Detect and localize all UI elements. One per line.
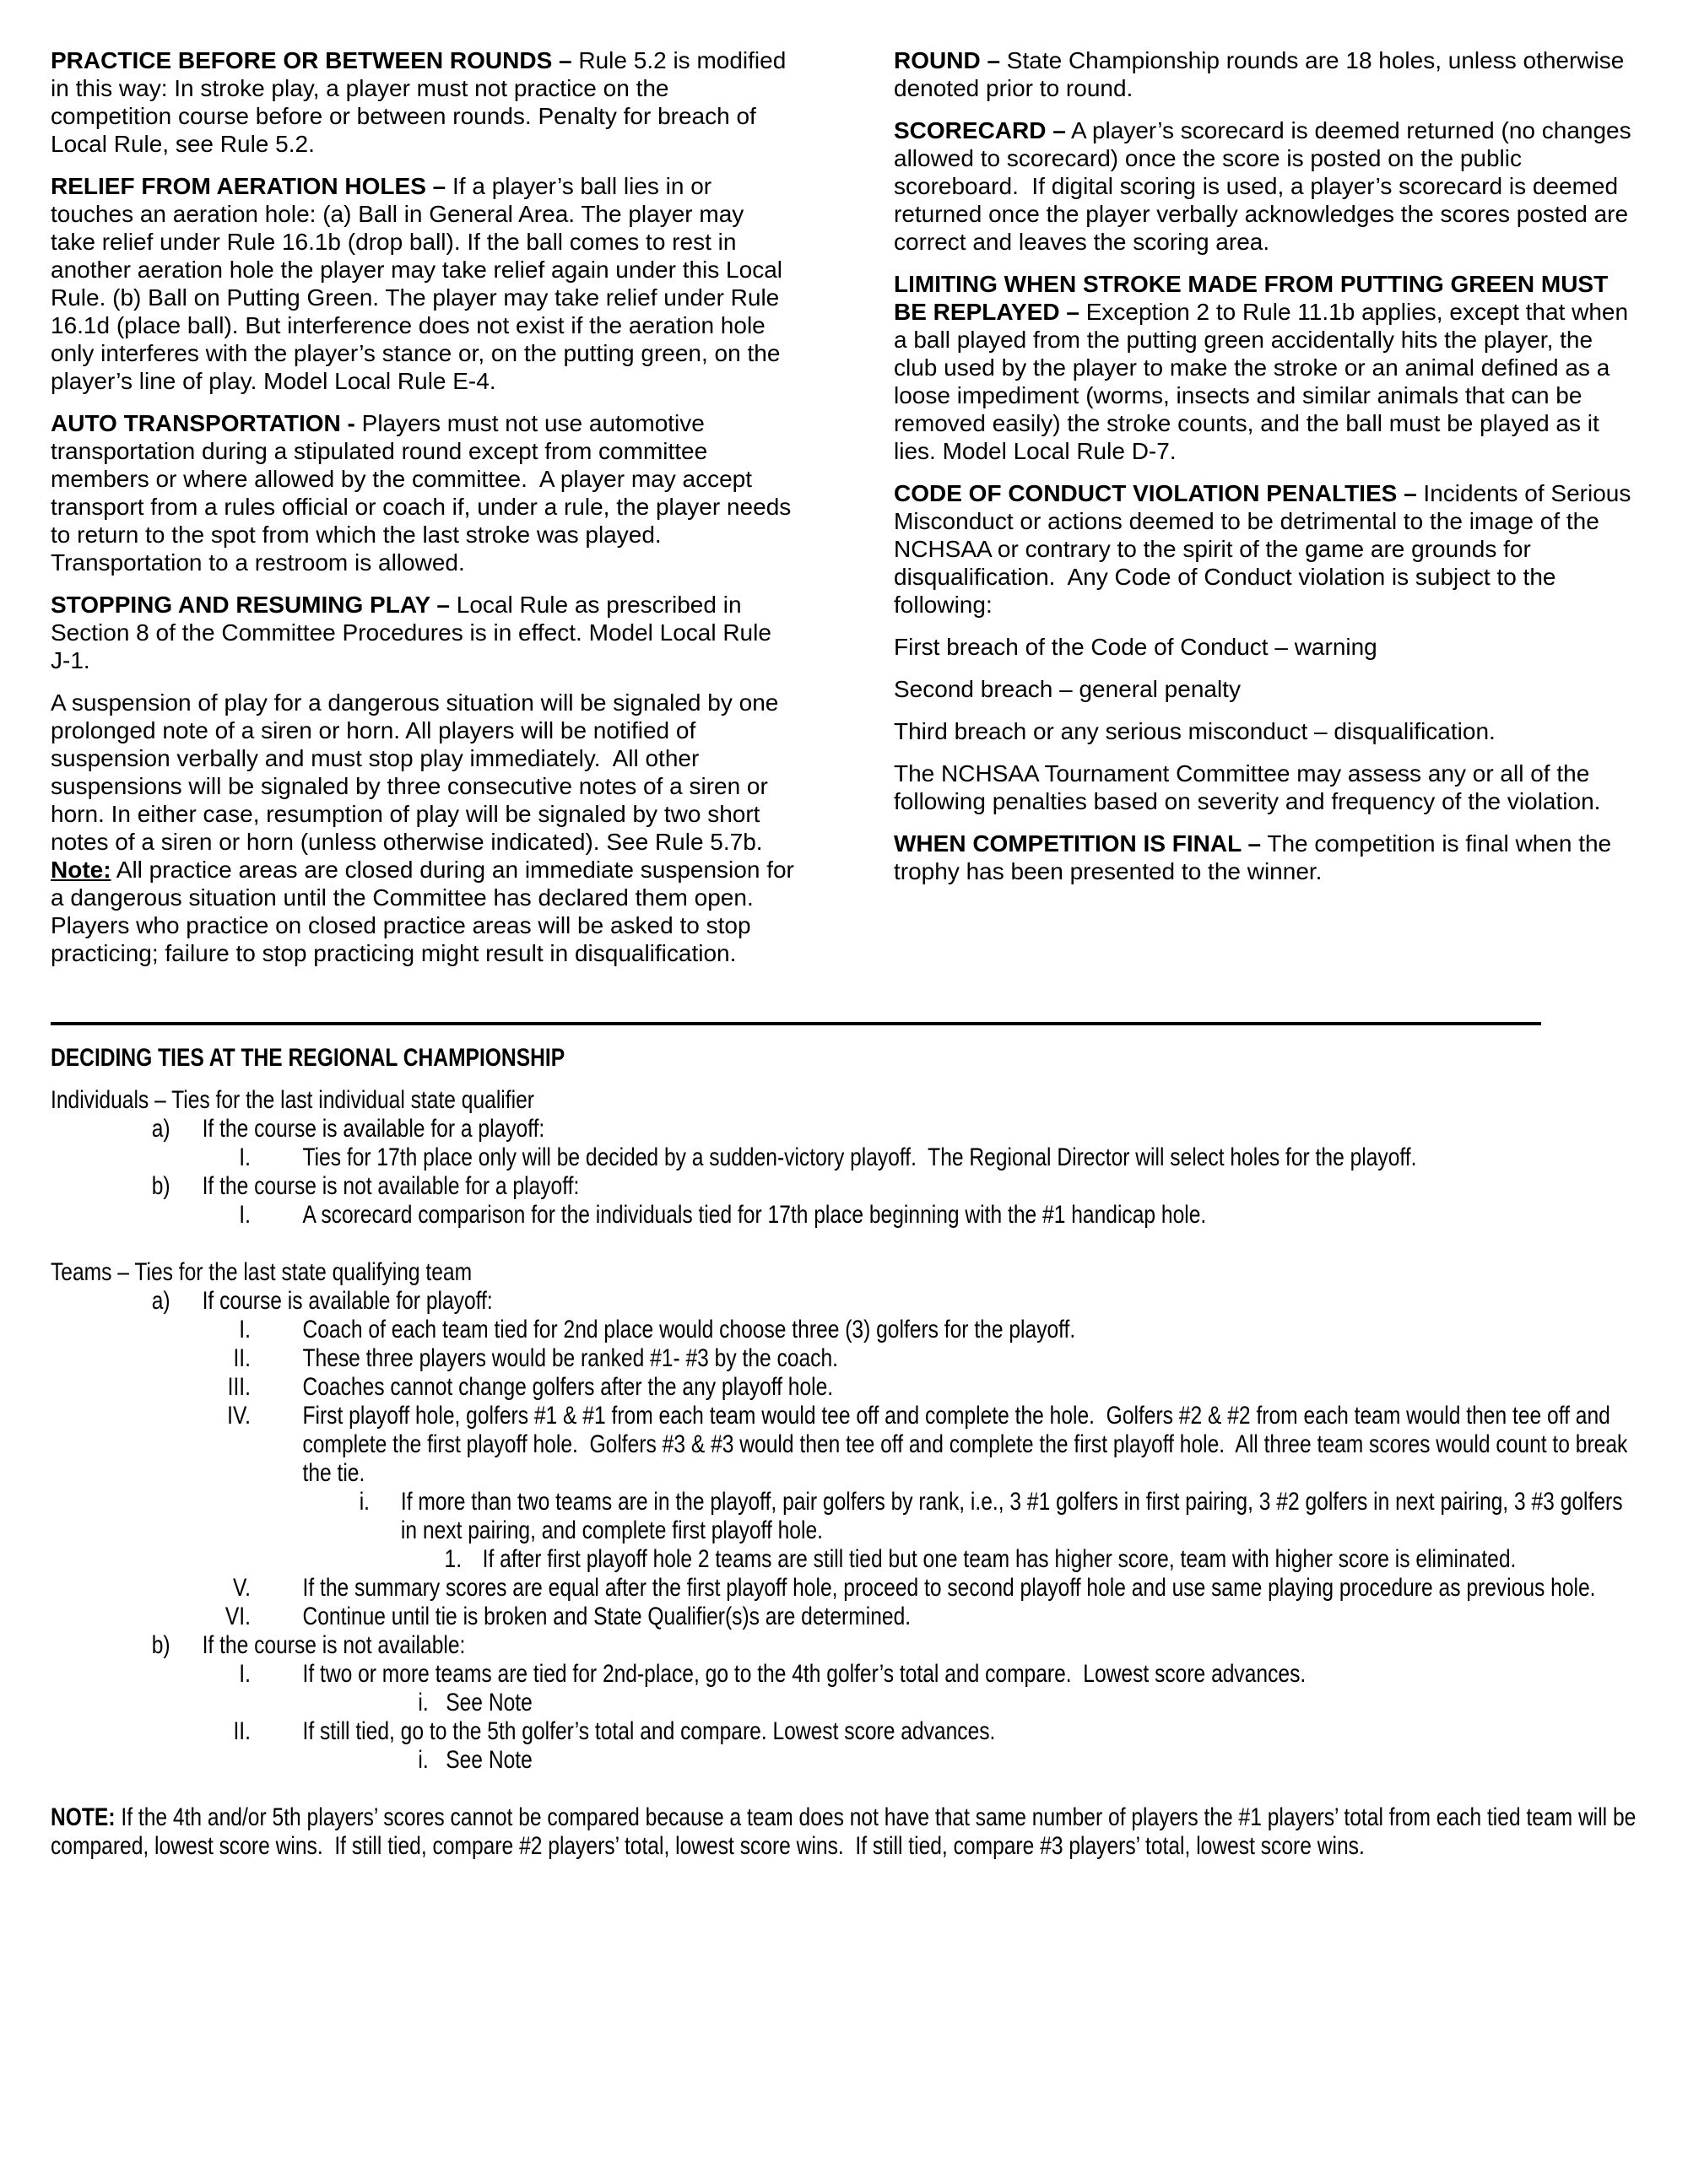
- section-body: Local Rule as prescribed in Section 8 of the Committee Procedures is in effect. Model Local Rule J-1.: [51, 592, 778, 673]
- teams-intro: Teams – Ties for the last state qualifying team: [51, 1258, 473, 1286]
- note-inline-label: Note:: [51, 857, 111, 883]
- list-text: Continue until tie is broken and State Qualifier(s)s are determined.: [302, 1603, 912, 1630]
- section-code-of-conduct: [894, 479, 1637, 619]
- divider-line: [51, 1022, 1541, 1025]
- list-item: [51, 1660, 1637, 1689]
- section-heading: AUTO TRANSPORTATION -: [51, 410, 355, 436]
- note-text: If the 4th and/or 5th players’ scores cannot be compared because a team does not have that same number of players the #1 players’ total from each tied team will be compared, lowest score wins. If still tied, compare #2 players’ total, lowest score wins. If still tied, compare #3 players’ total, lowest score wins.: [51, 1803, 1642, 1860]
- committee-paragraph: The NCHSAA Tournament Committee may assess any or all of the following penalties based on severity and frequency of the violation.: [894, 760, 1601, 814]
- list-marker: b): [151, 1631, 170, 1659]
- list-item: [51, 1344, 1637, 1373]
- list-marker: III.: [227, 1373, 251, 1401]
- section-heading: PRACTICE BEFORE OR BETWEEN ROUNDS –: [51, 47, 572, 73]
- list-item: [51, 1287, 1637, 1316]
- breach-second: Second breach – general penalty: [894, 676, 1241, 702]
- suspension-text-after: All practice areas are closed during an immediate suspension for a dangerous situation until the Committee has declared them open. Players who practice on closed practice areas will be asked to stop practicing; failure to stop practicing might result in disqualification.: [51, 857, 801, 966]
- list-marker: 1.: [444, 1545, 463, 1573]
- list-text: Coach of each team tied for 2nd place would choose three (3) golfers for the playoff.: [302, 1316, 1076, 1343]
- note-paragraph: [51, 1803, 1642, 1861]
- list-marker: I.: [239, 1143, 251, 1171]
- note-label: NOTE:: [51, 1803, 116, 1831]
- section-body: The competition is final when the trophy has been presented to the winner.: [894, 830, 1618, 884]
- list-item: [51, 1545, 1637, 1574]
- section-body: A player’s scorecard is deemed returned (no changes allowed to scorecard) once the score is posted on the public scoreboard. If digital scoring is used, a player’s scorecard is deemed returned once the player verbally acknowledges the scores posted are correct and leaves the scoring area.: [894, 117, 1638, 255]
- list-marker: V.: [232, 1574, 251, 1602]
- list-text: A scorecard comparison for the individuals tied for 17th place beginning with the #1 handicap hole.: [302, 1201, 1207, 1229]
- section-heading: STOPPING AND RESUMING PLAY –: [51, 592, 450, 618]
- list-item: [51, 1689, 1637, 1717]
- list-marker: II.: [233, 1344, 251, 1372]
- section-heading: LIMITING WHEN STROKE MADE FROM PUTTING GREEN MUST BE REPLAYED –: [894, 271, 1615, 325]
- suspension-text: A suspension of play for a dangerous situation will be signaled by one prolonged note of a siren or horn. All players will be notified of suspension verbally and must stop play immediately. All other suspensions will be signaled by three consecutive notes of a siren or horn. In either case, resumption of play will be signaled by two short notes of a siren or horn (unless otherwise indicated). See Rule 5.7b.: [51, 689, 786, 855]
- section-body: Rule 5.2 is modified in this way: In stroke play, a player must not practice on the competition course before or between rounds. Penalty for breach of Local Rule, see Rule 5.2.: [51, 47, 793, 157]
- breach-third: Third breach or any serious misconduct – disqualification.: [894, 718, 1496, 744]
- section-body: Exception 2 to Rule 11.1b applies, except that when a ball played from the putting green accidentally hits the player, the club used by the player to make the stroke or an animal defined as a loose impediment (worms, insects and similar animals that can be removed easily) the stroke counts, and the ball must be played as it lies. Model Local Rule D-7.: [894, 299, 1635, 464]
- list-marker: b): [151, 1172, 170, 1200]
- list-marker: I.: [239, 1660, 251, 1688]
- list-text: Ties for 17th place only will be decided by a sudden-victory playoff. The Regional Director will select holes for the playoff.: [302, 1143, 1417, 1171]
- list-text: If the summary scores are equal after the first playoff hole, proceed to second playoff hole and use same playing procedure as previous hole.: [302, 1574, 1596, 1602]
- right-column: [894, 46, 1637, 981]
- list-marker: i.: [418, 1746, 429, 1774]
- ties-heading: DECIDING TIES AT THE REGIONAL CHAMPIONSHIP: [51, 1044, 565, 1072]
- section-heading: ROUND –: [894, 47, 1001, 73]
- list-text: First playoff hole, golfers #1 & #1 from each team would tee off and complete the hole. Golfers #2 & #2 from each team would then tee off and complete the first playoff hole. Golfers #3 & #3 would then tee off and complete the first playoff hole. All three team scores would count to break the tie.: [302, 1402, 1634, 1487]
- list-marker: a): [151, 1115, 170, 1143]
- list-text: See Note: [446, 1689, 533, 1716]
- list-item: [51, 1717, 1637, 1746]
- list-item: [51, 1631, 1637, 1660]
- section-auto-transportation: [51, 409, 798, 576]
- list-text: Coaches cannot change golfers after the any playoff hole.: [302, 1373, 834, 1401]
- left-column: [51, 46, 801, 981]
- list-text: If the course is not available for a playoff:: [202, 1172, 580, 1200]
- individuals-intro: Individuals – Ties for the last individual state qualifier: [51, 1086, 534, 1114]
- section-heading: RELIEF FROM AERATION HOLES –: [51, 173, 446, 199]
- section-body: If a player’s ball lies in or touches an aeration hole: (a) Ball in General Area. The player may take relief under Rule 16.1b (drop ball). If the ball comes to rest in another aeration hole the player may take relief again under this Local Rule. (b) Ball on Putting Green. The player may take relief under Rule 16.1d (place ball). But interference does not exist if the aeration hole only interferes with the player’s stance or, on the putting green, on the player’s line of play. Model Local Rule E-4.: [51, 173, 789, 394]
- list-item: [51, 1603, 1637, 1631]
- deciding-ties-section: [51, 1044, 1642, 1861]
- suspension-paragraph: [51, 689, 801, 967]
- section-heading: SCORECARD –: [894, 117, 1066, 143]
- list-text: See Note: [446, 1746, 533, 1774]
- list-marker: i.: [359, 1488, 371, 1516]
- list-item: [51, 1373, 1637, 1402]
- list-item: [51, 1172, 1637, 1201]
- section-body: State Championship rounds are 18 holes, unless otherwise denoted prior to round.: [894, 47, 1631, 101]
- list-marker: i.: [418, 1689, 429, 1716]
- list-text: If the course is not available:: [202, 1631, 466, 1659]
- list-marker: I.: [239, 1201, 251, 1229]
- list-item: [51, 1402, 1637, 1488]
- list-marker: IV.: [227, 1402, 251, 1430]
- section-practice: [51, 46, 794, 158]
- list-text: If still tied, go to the 5th golfer’s total and compare. Lowest score advances.: [302, 1717, 996, 1745]
- section-scorecard: [894, 116, 1637, 256]
- section-body: Players must not use automotive transportation during a stipulated round except from committee members or where allowed by the committee. A player may accept transport from a rules official or coach if, under a rule, the player needs to return to the spot from which the last stroke was played. Transportation to a restroom is allowed.: [51, 410, 798, 576]
- list-marker: I.: [239, 1316, 251, 1343]
- section-heading: WHEN COMPETITION IS FINAL –: [894, 830, 1262, 857]
- list-marker: VI.: [225, 1603, 251, 1630]
- rules-columns: [51, 46, 1637, 981]
- list-text: If more than two teams are in the playoff, pair golfers by rank, i.e., 3 #1 golfers in first pairing, 3 #2 golfers in next pairing, 3 #3 golfers in next pairing, and complete first playoff hole.: [400, 1488, 1629, 1544]
- section-limiting-stroke: [894, 270, 1637, 465]
- list-text: If after first playoff hole 2 teams are still tied but one team has higher score, team with higher score is eliminated.: [482, 1545, 1517, 1573]
- list-text: If two or more teams are tied for 2nd-place, go to the 4th golfer’s total and compare. Lowest score advances.: [302, 1660, 1307, 1688]
- list-item: [51, 1574, 1637, 1603]
- section-aeration: [51, 172, 794, 395]
- breach-first: First breach of the Code of Conduct – warning: [894, 634, 1377, 660]
- list-item: [51, 1488, 1637, 1545]
- list-text: If course is available for playoff:: [202, 1287, 493, 1315]
- section-stopping-resuming: [51, 591, 794, 674]
- list-item: [51, 1115, 1637, 1143]
- section-body: Incidents of Serious Misconduct or actions deemed to be detrimental to the image of the NCHSAA or contrary to the spirit of the game are grounds for disqualification. Any Code of Conduct violation is subject to the following:: [894, 480, 1638, 618]
- section-round: [894, 46, 1637, 102]
- list-item: [51, 1316, 1637, 1344]
- list-item: [51, 1201, 1637, 1230]
- list-item: [51, 1143, 1637, 1172]
- list-marker: II.: [233, 1717, 251, 1745]
- section-heading: CODE OF CONDUCT VIOLATION PENALTIES –: [894, 480, 1417, 506]
- list-text: These three players would be ranked #1- #3 by the coach.: [302, 1344, 839, 1372]
- list-marker: a): [151, 1287, 170, 1315]
- list-item: [51, 1746, 1637, 1775]
- list-text: If the course is available for a playoff:: [202, 1115, 545, 1143]
- section-competition-final: [894, 830, 1637, 885]
